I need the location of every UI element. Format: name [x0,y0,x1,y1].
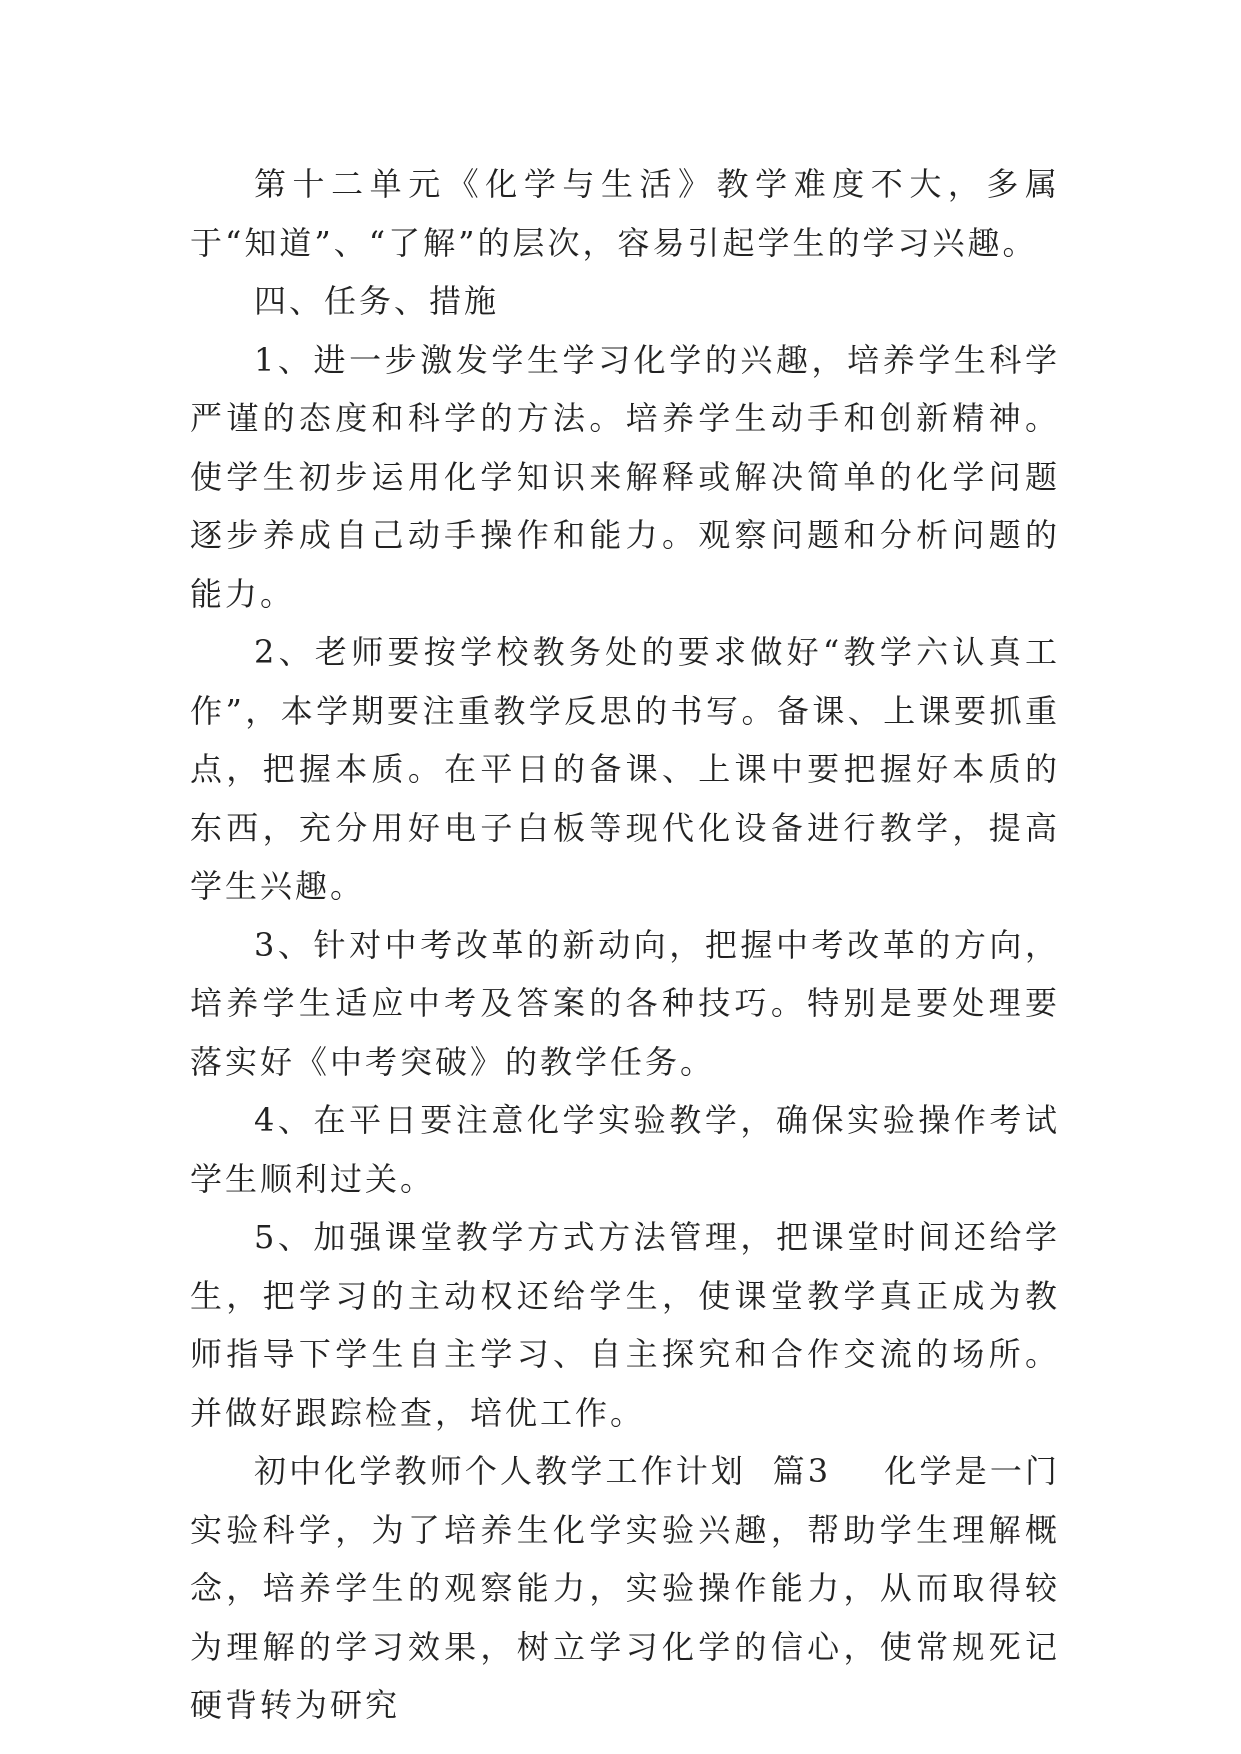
document-body [190,155,1060,1735]
paragraph-unit-twelve: 第十二单元《化学与生活》教学难度不大，多属于“知道”、“了解”的层次，容易引起学生的学习兴趣。 [190,165,1060,262]
paragraph-item-4: 4、在平日要注意化学实验教学，确保实验操作考试学生顺利过关。 [190,1101,1060,1198]
paragraph-item-3: 3、针对中考改革的新动向，把握中考改革的方向，培养学生适应中考及答案的各种技巧。特别是要处理要落实好《中考突破》的教学任务。 [190,925,1060,1081]
heading-tasks-measures: 四、任务、措施 [254,282,500,320]
paragraph-item-5: 5、加强课堂教学方式方法管理，把课堂时间还给学生，把学习的主动权还给学生，使课堂教学真正成为教师指导下学生自主学习、自主探究和合作交流的场所。并做好跟踪检查，培优工作。 [190,1218,1060,1432]
paragraph-item-1: 1、进一步激发学生学习化学的兴趣，培养学生科学严谨的态度和科学的方法。培养学生动手和创新精神。使学生初步运用化学知识来解释或解决简单的化学问题逐步养成自己动手操作和能力。观察问题和分析问题的能力。 [190,340,1060,613]
paragraph-plan-3: 初中化学教师个人教学工作计划 篇3 化学是一门实验科学，为了培养生化学实验兴趣，帮助学生理解概念，培养学生的观察能力，实验操作能力，从而取得较为理解的学习效果，树立学习化学的信心，使常规死记硬背转为研究 [190,1452,1060,1724]
paragraph-item-2: 2、老师要按学校教务处的要求做好“教学六认真工作”，本学期要注重教学反思的书写。备课、上课要抓重点，把握本质。在平日的备课、上课中要把握好本质的东西，充分用好电子白板等现代化设备进行教学，提高学生兴趣。 [190,633,1060,905]
